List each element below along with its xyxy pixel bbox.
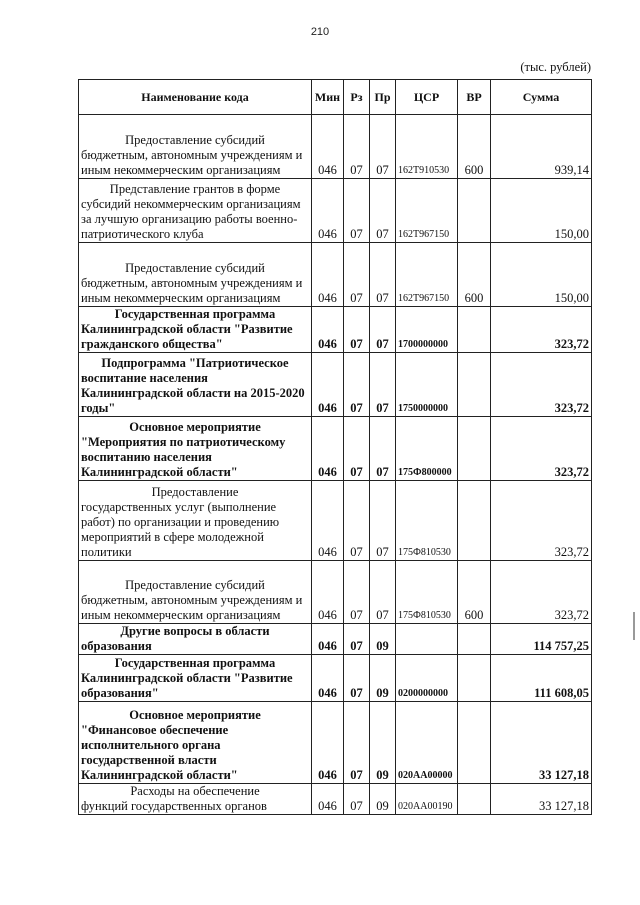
- cell-name: [79, 243, 312, 307]
- cell-pr: 07: [370, 179, 396, 243]
- cell-min: 046: [312, 481, 344, 561]
- cell-csr: 020АА00000: [396, 702, 458, 784]
- cell-rz: 07: [344, 243, 370, 307]
- header-vr: ВР: [458, 80, 491, 115]
- cell-vr: [458, 353, 491, 417]
- cell-name-first: Государственная программа: [114, 307, 276, 321]
- cell-name-rest: государственных услуг (выполнение работ) по организации и проведению мероприятий в сфере молодежной политики: [81, 500, 280, 559]
- cell-pr: 07: [370, 307, 396, 353]
- cell-min: 046: [312, 417, 344, 481]
- cell-name: [79, 702, 312, 784]
- cell-csr: 162Т910530: [396, 115, 458, 179]
- cell-name-rest: воспитание населения Калининградской области на 2015-2020 годы": [81, 371, 305, 415]
- cell-rz: 07: [344, 115, 370, 179]
- cell-name-rest: функций государственных органов: [81, 799, 267, 813]
- cell-name-rest: бюджетным, автономным учреждениям и иным некоммерческим организациям: [81, 148, 303, 177]
- cell-min: 046: [312, 655, 344, 702]
- cell-sum: 150,00: [491, 243, 592, 307]
- cell-sum: 323,72: [491, 561, 592, 624]
- cell-vr: [458, 417, 491, 481]
- cell-vr: [458, 702, 491, 784]
- cell-rz: 07: [344, 655, 370, 702]
- cell-vr: [458, 481, 491, 561]
- cell-min: 046: [312, 353, 344, 417]
- units-label: (тыс. рублей): [520, 60, 591, 74]
- table-row: [79, 561, 592, 624]
- cell-pr: 07: [370, 561, 396, 624]
- cell-pr: 09: [370, 702, 396, 784]
- cell-name-first: Предоставление субсидий: [125, 261, 265, 275]
- scan-edge-mark: [633, 612, 635, 640]
- cell-csr: [396, 624, 458, 655]
- header-min: Мин: [312, 80, 344, 115]
- table-row: [79, 702, 592, 784]
- budget-table: [78, 79, 592, 815]
- cell-vr: [458, 624, 491, 655]
- cell-rz: 07: [344, 417, 370, 481]
- cell-pr: 07: [370, 353, 396, 417]
- cell-sum: 323,72: [491, 417, 592, 481]
- cell-vr: [458, 179, 491, 243]
- cell-name-rest: субсидий некоммерческим организациям за лучшую организацию работы военно-патриотического клуба: [81, 197, 301, 241]
- cell-name: [79, 353, 312, 417]
- cell-sum: 111 608,05: [491, 655, 592, 702]
- cell-name-rest: Калининградской области "Развитие образования": [81, 671, 293, 700]
- cell-min: 046: [312, 307, 344, 353]
- cell-rz: 07: [344, 784, 370, 815]
- cell-pr: 07: [370, 115, 396, 179]
- cell-vr: [458, 307, 491, 353]
- cell-min: 046: [312, 702, 344, 784]
- cell-name-rest: "Финансовое обеспечение исполнительного органа государственной власти Калининградской области": [81, 723, 238, 782]
- cell-pr: 07: [370, 481, 396, 561]
- cell-name-first: Подпрограмма "Патриотическое: [101, 356, 289, 370]
- table-row: [79, 353, 592, 417]
- cell-name-rest: бюджетным, автономным учреждениям и иным некоммерческим организациям: [81, 593, 303, 622]
- cell-name-first: Другие вопросы в области: [120, 624, 270, 638]
- cell-min: 046: [312, 115, 344, 179]
- header-name: Наименование кода: [79, 80, 312, 115]
- cell-name: [79, 417, 312, 481]
- cell-sum: 33 127,18: [491, 702, 592, 784]
- cell-csr: 162Т967150: [396, 243, 458, 307]
- cell-sum: 114 757,25: [491, 624, 592, 655]
- cell-sum: 323,72: [491, 481, 592, 561]
- cell-name-rest: образования: [81, 639, 152, 653]
- cell-rz: 07: [344, 624, 370, 655]
- cell-name-rest: "Мероприятия по патриотическому воспитанию населения Калининградской области": [81, 435, 286, 479]
- table-row: [79, 179, 592, 243]
- cell-rz: 07: [344, 702, 370, 784]
- cell-vr: [458, 784, 491, 815]
- cell-name-first: Представление грантов в форме: [109, 182, 281, 196]
- table-row: [79, 115, 592, 179]
- cell-csr: 0200000000: [396, 655, 458, 702]
- cell-vr: 600: [458, 115, 491, 179]
- cell-name-first: Основное мероприятие: [129, 420, 261, 434]
- cell-name: [79, 115, 312, 179]
- cell-min: 046: [312, 624, 344, 655]
- cell-name-first: Государственная программа: [114, 656, 276, 670]
- header-sum: Сумма: [491, 80, 592, 115]
- cell-min: 046: [312, 784, 344, 815]
- page-number: 210: [310, 26, 330, 38]
- header-pr: Пр: [370, 80, 396, 115]
- table-row: [79, 655, 592, 702]
- table-row: [79, 784, 592, 815]
- cell-name-first: Предоставление субсидий: [125, 133, 265, 147]
- cell-name-rest: Калининградской области "Развитие гражданского общества": [81, 322, 293, 351]
- cell-min: 046: [312, 179, 344, 243]
- cell-rz: 07: [344, 561, 370, 624]
- cell-name-first: Основное мероприятие: [129, 708, 261, 722]
- table-row: [79, 624, 592, 655]
- cell-sum: 323,72: [491, 353, 592, 417]
- cell-name-rest: бюджетным, автономным учреждениям и иным некоммерческим организациям: [81, 276, 303, 305]
- cell-vr: 600: [458, 243, 491, 307]
- cell-min: 046: [312, 561, 344, 624]
- cell-pr: 09: [370, 655, 396, 702]
- cell-pr: 09: [370, 624, 396, 655]
- cell-csr: 175Ф810530: [396, 561, 458, 624]
- cell-min: 046: [312, 243, 344, 307]
- cell-rz: 07: [344, 481, 370, 561]
- cell-csr: 020АА00190: [396, 784, 458, 815]
- cell-sum: 323,72: [491, 307, 592, 353]
- cell-vr: 600: [458, 561, 491, 624]
- cell-csr: 1750000000: [396, 353, 458, 417]
- cell-name-first: Предоставление: [151, 485, 239, 499]
- cell-name: [79, 561, 312, 624]
- cell-name: [79, 655, 312, 702]
- cell-rz: 07: [344, 179, 370, 243]
- cell-name-first: Расходы на обеспечение: [130, 784, 260, 798]
- table-row: [79, 417, 592, 481]
- table-row: [79, 481, 592, 561]
- cell-csr: 175Ф810530: [396, 481, 458, 561]
- cell-csr: 1700000000: [396, 307, 458, 353]
- cell-pr: 07: [370, 417, 396, 481]
- table-header-row: [79, 80, 592, 115]
- cell-name: [79, 307, 312, 353]
- cell-name: [79, 784, 312, 815]
- cell-rz: 07: [344, 353, 370, 417]
- cell-sum: 33 127,18: [491, 784, 592, 815]
- cell-sum: 939,14: [491, 115, 592, 179]
- table-row: [79, 307, 592, 353]
- cell-rz: 07: [344, 307, 370, 353]
- cell-name: [79, 481, 312, 561]
- header-csr: ЦСР: [396, 80, 458, 115]
- cell-pr: 09: [370, 784, 396, 815]
- cell-csr: 162Т967150: [396, 179, 458, 243]
- cell-pr: 07: [370, 243, 396, 307]
- cell-name: [79, 179, 312, 243]
- header-rz: Рз: [344, 80, 370, 115]
- cell-name-first: Предоставление субсидий: [125, 578, 265, 592]
- cell-sum: 150,00: [491, 179, 592, 243]
- table-row: [79, 243, 592, 307]
- cell-csr: 175Ф800000: [396, 417, 458, 481]
- cell-vr: [458, 655, 491, 702]
- cell-name: [79, 624, 312, 655]
